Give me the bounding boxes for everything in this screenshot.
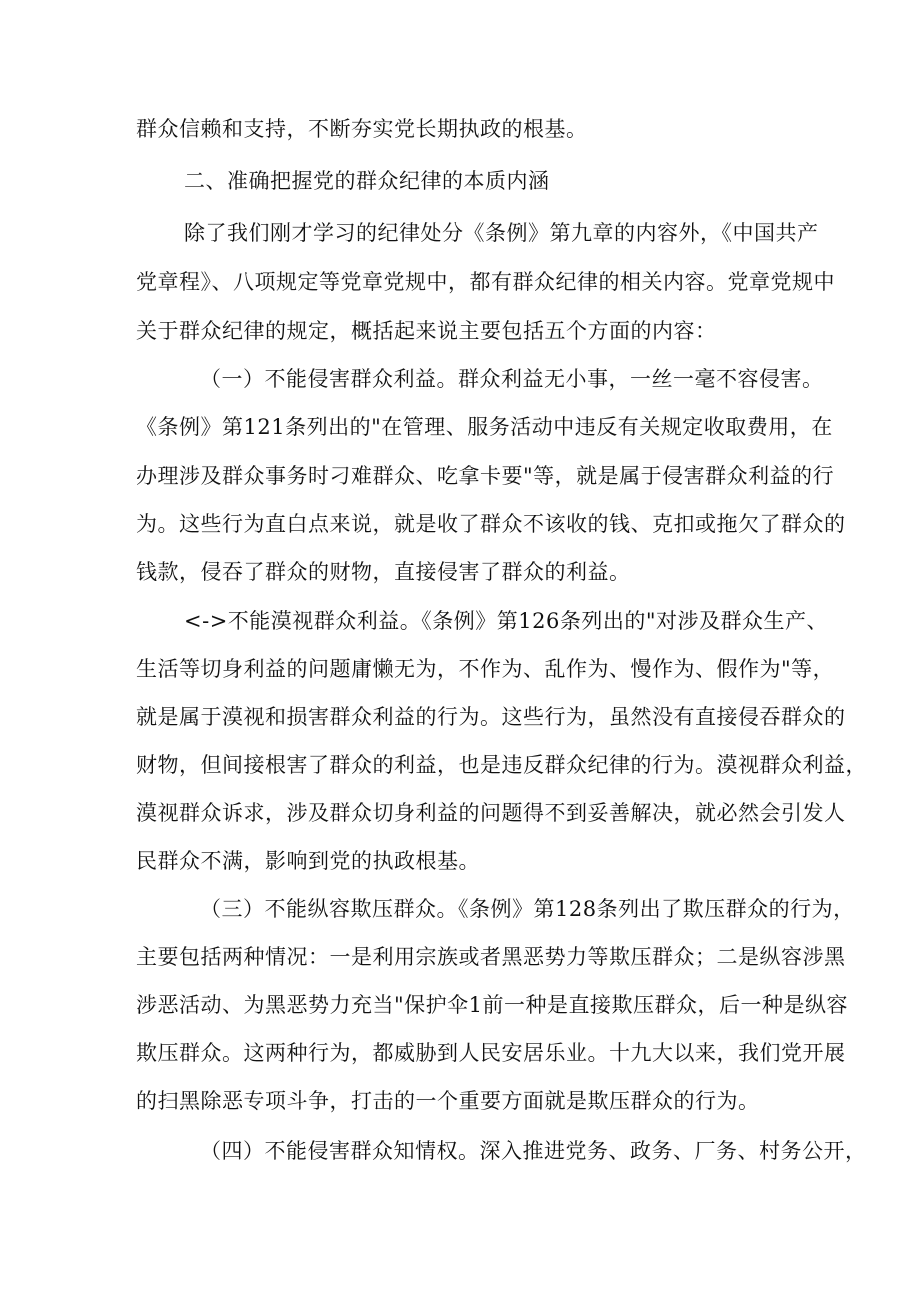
text-line: 就是属于漠视和损害群众利益的行为。这些行为，虽然没有直接侵吞群众的	[136, 705, 846, 729]
text-line: （四）不能侵害群众知情权。深入推进党务、政务、厂务、村务公开，	[200, 1139, 867, 1163]
text-line: 财物，但间接根害了群众的利益，也是违反群众纪律的行为。漠视群众利益，	[136, 753, 867, 777]
text-line: 主要包括两种情况：一是利用宗族或者黑恶势力等欺压群众；二是纵容涉黑	[136, 945, 846, 969]
text-line: 漠视群众诉求，涉及群众切身利益的问题得不到妥善解决，就必然会引发人	[136, 801, 846, 825]
text-line: 生活等切身利益的问题庸懒无为，不作为、乱作为、慢作为、假作为"等，	[136, 657, 835, 681]
text-line: <->不能漠视群众利益。《条例》第126条列出的"对涉及群众生产、	[184, 609, 829, 633]
text-line: 党章程》、八项规定等党章党规中，都有群众纪律的相关内容。党章党规中	[136, 270, 835, 294]
text-line: 除了我们刚才学习的纪律处分《条例》第九章的内容外，《中国共产	[184, 221, 819, 245]
section-heading: 二、准确把握党的群众纪律的本质内涵	[184, 169, 550, 193]
text-line: 关于群众纪律的规定，概括起来说主要包括五个方面的内容：	[136, 319, 717, 343]
text-line: 群众信赖和支持，不断夯实党长期执政的根基。	[136, 117, 588, 141]
text-line: 欺压群众。这两种行为，都威胁到人民安居乐业。十九大以来，我们党开展	[136, 1041, 846, 1065]
text-line: 钱款，侵吞了群众的财物，直接侵害了群众的利益。	[136, 560, 631, 584]
text-line: 为。这些行为直白点来说，就是收了群众不该收的钱、克扣或拖欠了群众的	[136, 512, 846, 536]
text-line: 涉恶活动、为黑恶势力充当"保护伞1前一种是直接欺压群众，后一种是纵容	[136, 993, 849, 1017]
text-line: 办理涉及群众事务时刁难群众、吃拿卡要"等，就是属于侵害群众利益的行	[136, 464, 835, 488]
text-line: 的扫黑除恶专项斗争，打击的一个重要方面就是欺压群众的行为。	[136, 1089, 760, 1113]
text-line: 民群众不满，影响到党的执政根基。	[136, 849, 480, 873]
text-line: （一）不能侵害群众利益。群众利益无小事，一丝一毫不容侵害。	[200, 367, 824, 391]
text-line: 《条例》第121条列出的"在管理、服务活动中违反有关规定收取费用，在	[136, 415, 833, 439]
text-line: （三）不能纵容欺压群众。《条例》第128条列出了欺压群众的行为，	[200, 897, 855, 921]
